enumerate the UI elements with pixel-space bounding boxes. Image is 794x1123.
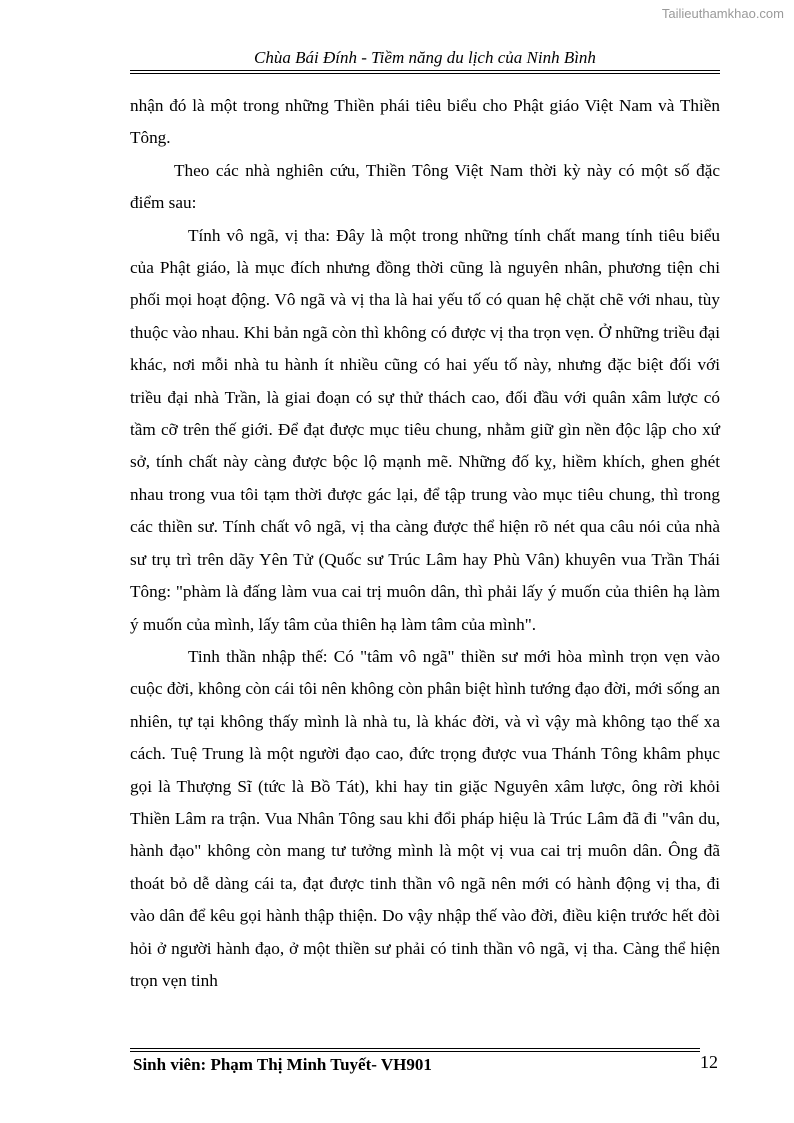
header-rule-thin — [130, 73, 720, 74]
header-rule — [130, 70, 720, 71]
footer-student-name: Sinh viên: Phạm Thị Minh Tuyết- VH901 — [133, 1055, 432, 1074]
page-number: 12 — [700, 1052, 718, 1072]
page-header-title: Chùa Bái Đính - Tiềm năng du lịch của Ninh Bình — [254, 48, 596, 67]
watermark-text: Tailieuthamkhao.com — [661, 6, 784, 21]
body-text — [130, 90, 720, 997]
footer-rule — [130, 1048, 700, 1049]
paragraph: Theo các nhà nghiên cứu, Thiền Tông Việt Nam thời kỳ này có một số đặc điểm sau: — [130, 160, 720, 213]
paragraph: Tinh thần nhập thế: Có "tâm vô ngã" thiền sư mới hòa mình trọn vẹn vào cuộc đời, không còn cái tôi nên không còn phân biệt hình tướng đạo đời, mới sống an nhiên, tự tại không thấy mình là nhà tu, là khác đời, và vì vậy mà không tạo thế xa cách. Tuệ Trung là một người đạo cao, đức trọng được vua Thánh Tông khâm phục gọi là Thượng Sĩ (tức là Bồ Tát), khi hay tin giặc Nguyên xâm lược, ông rời khỏi Thiền Lâm ra trận. Vua Nhân Tông sau khi đổi pháp hiệu là Trúc Lâm đã đi "vân du, hành đạo" không còn mang tư tưởng mình là một vị vua cai trị muôn dân. Ông đã thoát bỏ dễ dàng cái ta, đạt được tinh thần vô ngã nên mới có hành động vị tha, đi vào dân để kêu gọi hành thập thiện. Do vậy nhập thế vào đời, điều kiện trước hết đòi hỏi ở người hành đạo, ở một thiền sư phải có tinh thần vô ngã, vị tha. Càng thể hiện trọn vẹn tinh — [130, 646, 720, 990]
footer-rule-thin — [130, 1051, 700, 1052]
paragraph: nhận đó là một trong những Thiền phái tiêu biểu cho Phật giáo Việt Nam và Thiền Tông. — [130, 96, 720, 148]
paragraph: Tính vô ngã, vị tha: Đây là một trong những tính chất mang tính tiêu biểu của Phật giáo, là mục đích nhưng đồng thời cũng là nguyên nhân, phương tiện chi phối mọi hoạt động. Vô ngã và vị tha là hai yếu tố có quan hệ chặt chẽ với nhau, tùy thuộc vào nhau. Khi bản ngã còn thì không có được vị tha trọn vẹn. Ở những triều đại khác, nơi mỗi nhà tu hành ít nhiều cũng có hai yếu tố này, nhưng đặc biệt đối với triều đại nhà Trần, là giai đoạn có sự thử thách cao, đối đầu với quân xâm lược có tầm cỡ trên thế giới. Để đạt được mục tiêu chung, nhằm giữ gìn nền độc lập cho xứ sở, tính chất này càng được bộc lộ mạnh mẽ. Những đố kỵ, hiềm khích, ghen ghét nhau trong vua tôi tạm thời được gác lại, để tập trung vào mục tiêu chung, thì trong các thiền sư. Tính chất vô ngã, vị tha càng được thể hiện rõ nét qua câu nói của nhà sư trụ trì trên dãy Yên Tử (Quốc sư Trúc Lâm hay Phù Vân) khuyên vua Trần Thái Tông: "phàm là đấng làm vua cai trị muôn dân, thì phải lấy ý muốn của thiên hạ làm ý muốn của mình, lấy tâm của thiên hạ làm tâm của mình". — [130, 225, 721, 634]
